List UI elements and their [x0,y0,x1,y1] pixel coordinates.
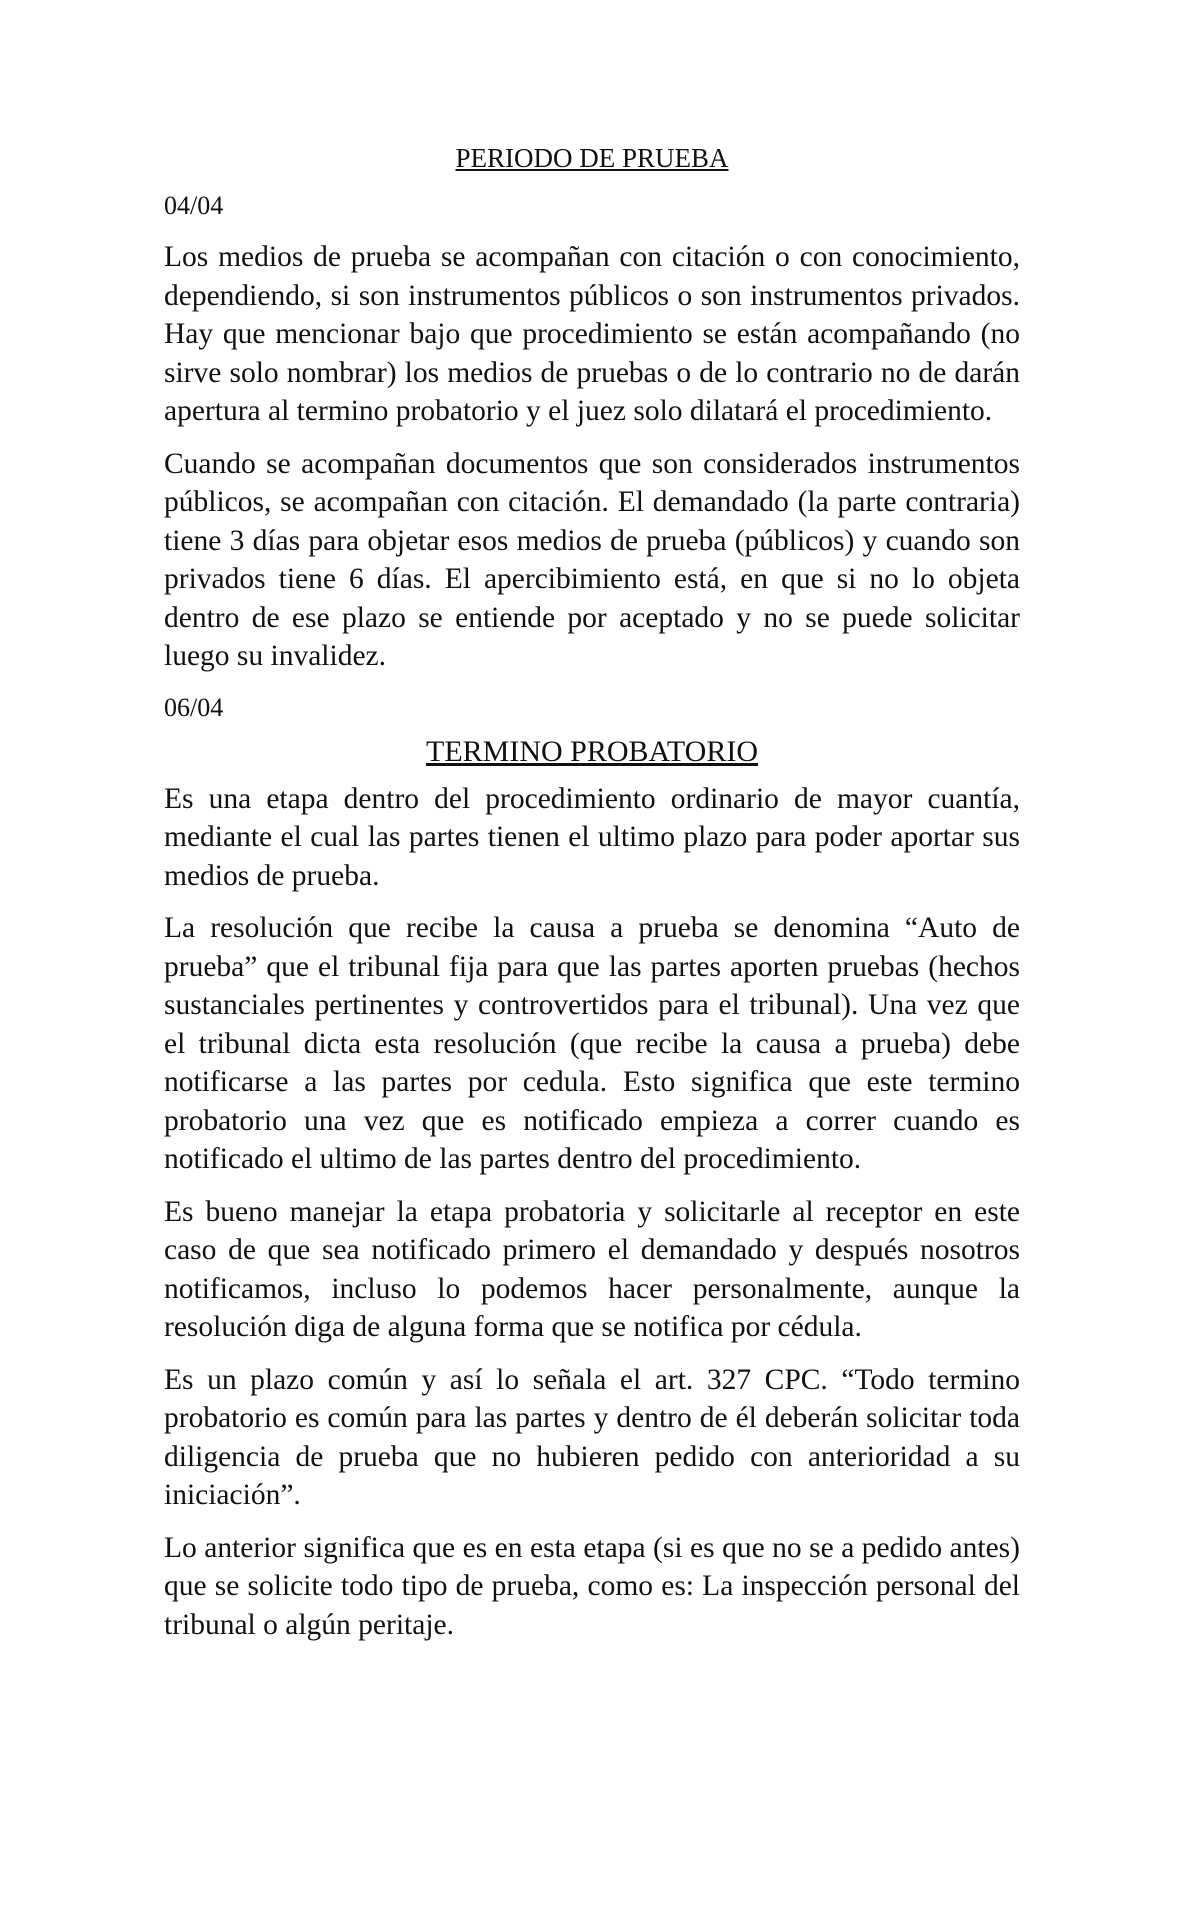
paragraph: Es una etapa dentro del procedimiento ordinario de mayor cuantía, mediante el cual las partes tienen el ultimo plazo para poder aportar sus medios de prueba. [164,782,1020,892]
date-label: 06/04 [164,692,224,722]
page-title: PERIODO DE PRUEBA [455,143,729,173]
date-label: 04/04 [164,191,224,220]
paragraph: Es bueno manejar la etapa probatoria y solicitarle al receptor en este caso de que sea notificado primero el demandado y después nosotros notificamos, incluso lo podemos hacer personalmente, aunque la resolución diga de alguna forma que se notifica por cédula. [164,1195,1020,1343]
section-title: TERMINO PROBATORIO [426,734,758,768]
paragraph: La resolución que recibe la causa a prueba se denomina “Auto de prueba” que el tribunal fija para que las partes aporten pruebas (hechos sustanciales pertinentes y controvertidos para el tribunal). Una vez que el tribunal dicta esta resolución (que recibe la causa a prueba) debe notificarse a las partes por cedula. Esto significa que este termino probatorio una vez que es notificado empieza a correr cuando es notificado el ultimo de las partes dentro del procedimiento. [164,912,1020,1175]
paragraph: Lo anterior significa que es en esta etapa (si es que no se a pedido antes) que se solicite todo tipo de prueba, como es: La inspección personal del tribunal o algún peritaje. [164,1531,1020,1641]
paragraph: Los medios de prueba se acompañan con citación o con conocimiento, dependiendo, si son instrumentos públicos o son instrumentos privados. Hay que mencionar bajo que procedimiento se están acompañando (no sirve solo nombrar) los medios de pruebas o de lo contrario no de darán apertura al termino probatorio y el juez solo dilatará el procedimiento. [164,241,1020,427]
paragraph: Es un plazo común y así lo señala el art. 327 CPC. “Todo termino probatorio es común para las partes y dentro de él deberán solicitar toda diligencia de prueba que no hubieren pedido con anterioridad a su iniciación”. [164,1363,1020,1511]
paragraph: Cuando se acompañan documentos que son considerados instrumentos públicos, se acompañan con citación. El demandado (la parte contraria) tiene 3 días para objetar esos medios de prueba (públicos) y cuando son privados tiene 6 días. El apercibimiento está, en que si no lo objeta dentro de ese plazo se entiende por aceptado y no se puede solicitar luego su invalidez. [164,447,1020,672]
